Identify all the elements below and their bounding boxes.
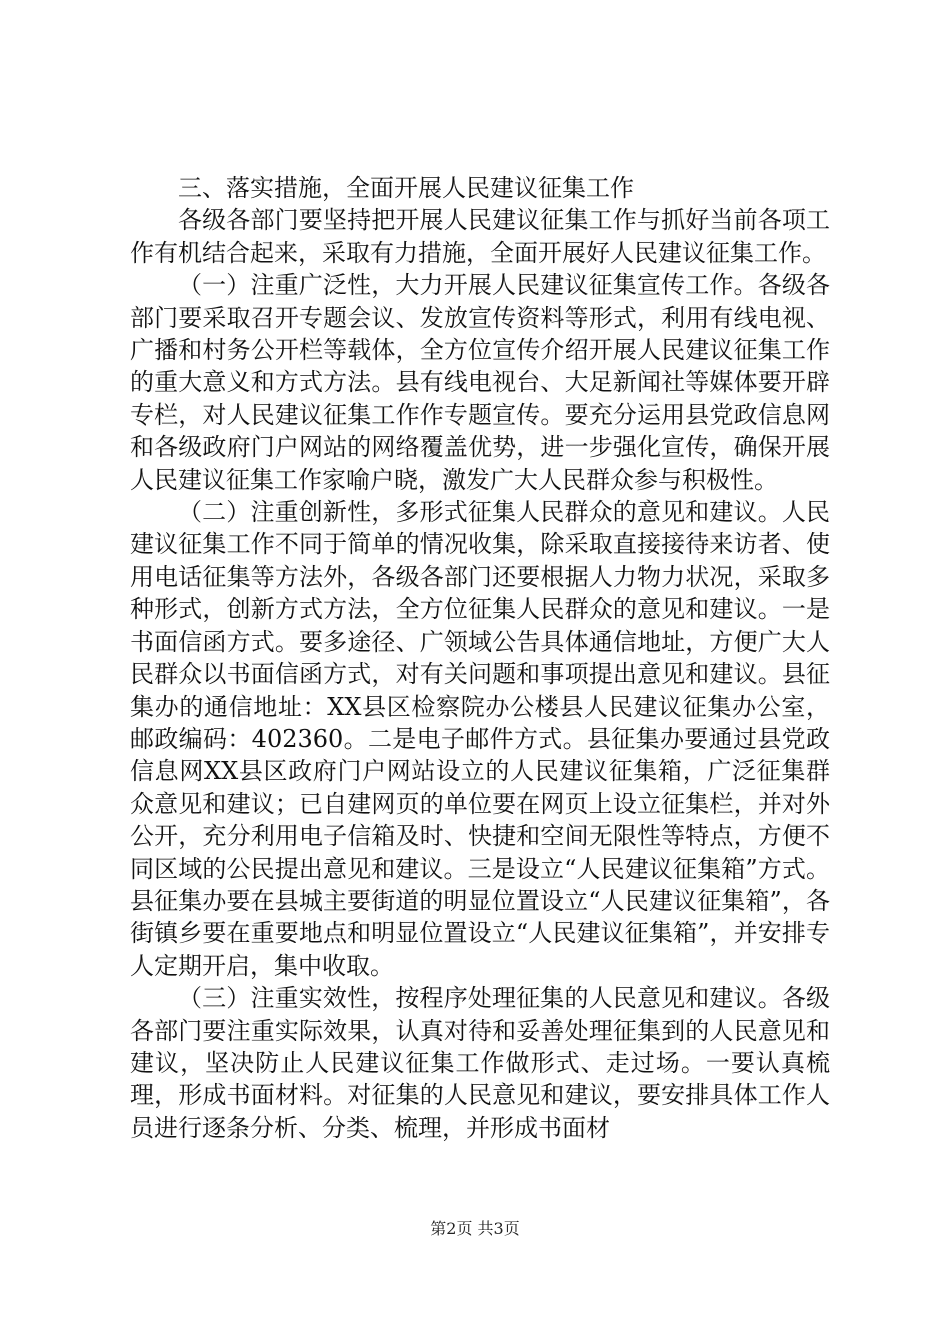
page-number-label: 第2页 共3页: [430, 1219, 520, 1238]
page-footer: [0, 1216, 950, 1239]
document-body: [130, 172, 830, 1144]
section-heading: 三、落实措施，全面开展人民建议征集工作: [178, 174, 634, 202]
paragraph-item-3: （三）注重实效性，按程序处理征集的人民意见和建议。各级各部门要注重实际效果，认真对待和妥善处理征集到的人民意见和建议，坚决防止人民建议征集工作做形式、走过场。一要认真梳理，形成书面材料。对征集的人民意见和建议，要安排具体工作人员进行逐条分析、分类、梳理，并形成书面材: [130, 984, 830, 1142]
paragraph-item-2: （二）注重创新性，多形式征集人民群众的意见和建议。人民建议征集工作不同于简单的情况收集，除采取直接接待来访者、使用电话征集等方法外，各级各部门还要根据人力物力状况，采取多种形式，创新方式方法，全方位征集人民群众的意见和建议。一是书面信函方式。要多途径、广领域公告具体通信地址，方便广大人民群众以书面信函方式，对有关问题和事项提出意见和建议。县征集办的通信地址：XX县区检察院办公楼县人民建议征集办公室，邮政编码：402360。二是电子邮件方式。县征集办要通过县党政信息网XX县区政府门户网站设立的人民建议征集箱，广泛征集群众意见和建议；已自建网页的单位要在网页上设立征集栏，并对外公开，充分利用电子信箱及时、快捷和空间无限性等特点，方便不同区域的公民提出意见和建议。三是设立“人民建议征集箱”方式。县征集办要在县城主要街道的明显位置设立“人民建议征集箱”，各街镇乡要在重要地点和明显位置设立“人民建议征集箱”，并安排专人定期开启，集中收取。: [130, 498, 830, 980]
paragraph-intro: 各级各部门要坚持把开展人民建议征集工作与抓好当前各项工作有机结合起来，采取有力措施，全面开展好人民建议征集工作。: [130, 206, 830, 267]
paragraph-item-1: （一）注重广泛性，大力开展人民建议征集宣传工作。各级各部门要采取召开专题会议、发放宣传资料等形式，利用有线电视、广播和村务公开栏等载体，全方位宣传介绍开展人民建议征集工作的重大意义和方式方法。县有线电视台、大足新闻社等媒体要开辟专栏，对人民建议征集工作作专题宣传。要充分运用县党政信息网和各级政府门户网站的网络覆盖优势，进一步强化宣传，确保开展人民建议征集工作家喻户晓，激发广大人民群众参与积极性。: [130, 271, 830, 494]
